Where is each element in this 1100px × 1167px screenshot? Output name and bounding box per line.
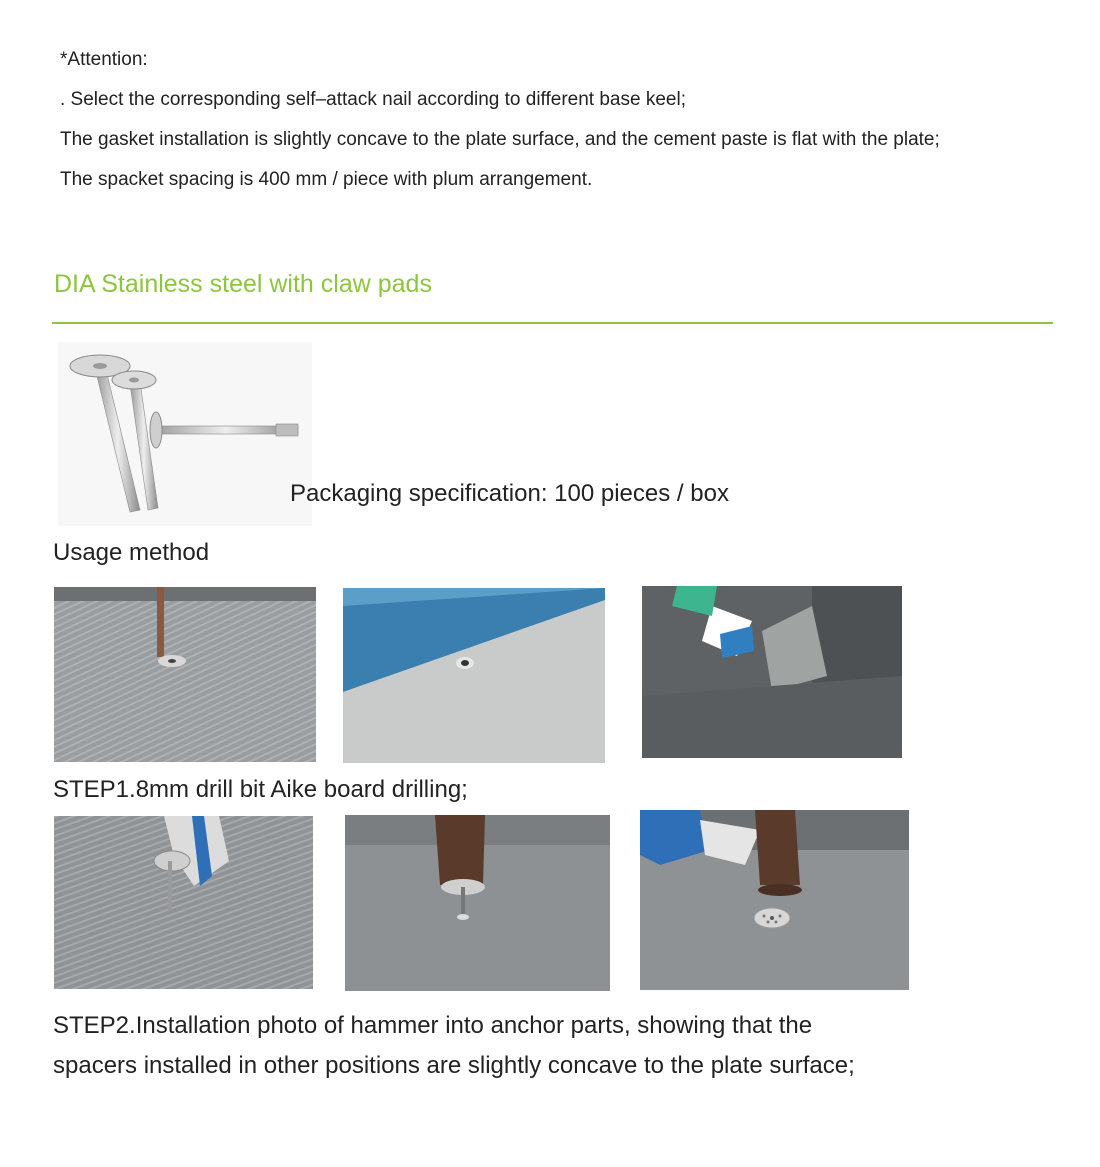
step2-photo-hammering (345, 815, 610, 991)
step2-photo-insert-anchor (54, 816, 313, 989)
packaging-specification: Packaging specification: 100 pieces / box (290, 480, 729, 507)
step2-caption-line-2: spacers installed in other positions are slightly concave to the plate surface; (53, 1052, 855, 1079)
product-image (58, 342, 312, 526)
attention-block (60, 40, 940, 200)
step1-photo-drilling (54, 587, 316, 762)
step1-photo-drilled-hole (343, 588, 605, 763)
section-title: DIA Stainless steel with claw pads (54, 270, 432, 298)
attention-heading: *Attention: (60, 49, 148, 70)
attention-line-2: The gasket installation is slightly concave to the plate surface, and the cement paste is flat with the plate; (60, 129, 940, 150)
step2-caption-line-1: STEP2.Installation photo of hammer into anchor parts, showing that the (53, 1012, 813, 1039)
attention-line-1: . Select the corresponding self–attack nail according to different base keel; (60, 89, 686, 110)
section-divider (52, 322, 1053, 324)
step1-caption: STEP1.8mm drill bit Aike board drilling; (53, 776, 468, 803)
step1-photo-cement-paste (642, 586, 902, 758)
attention-line-3: The spacket spacing is 400 mm / piece with plum arrangement. (60, 169, 593, 190)
step2-photo-installed-pad (640, 810, 909, 990)
usage-method-heading: Usage method (53, 539, 210, 566)
